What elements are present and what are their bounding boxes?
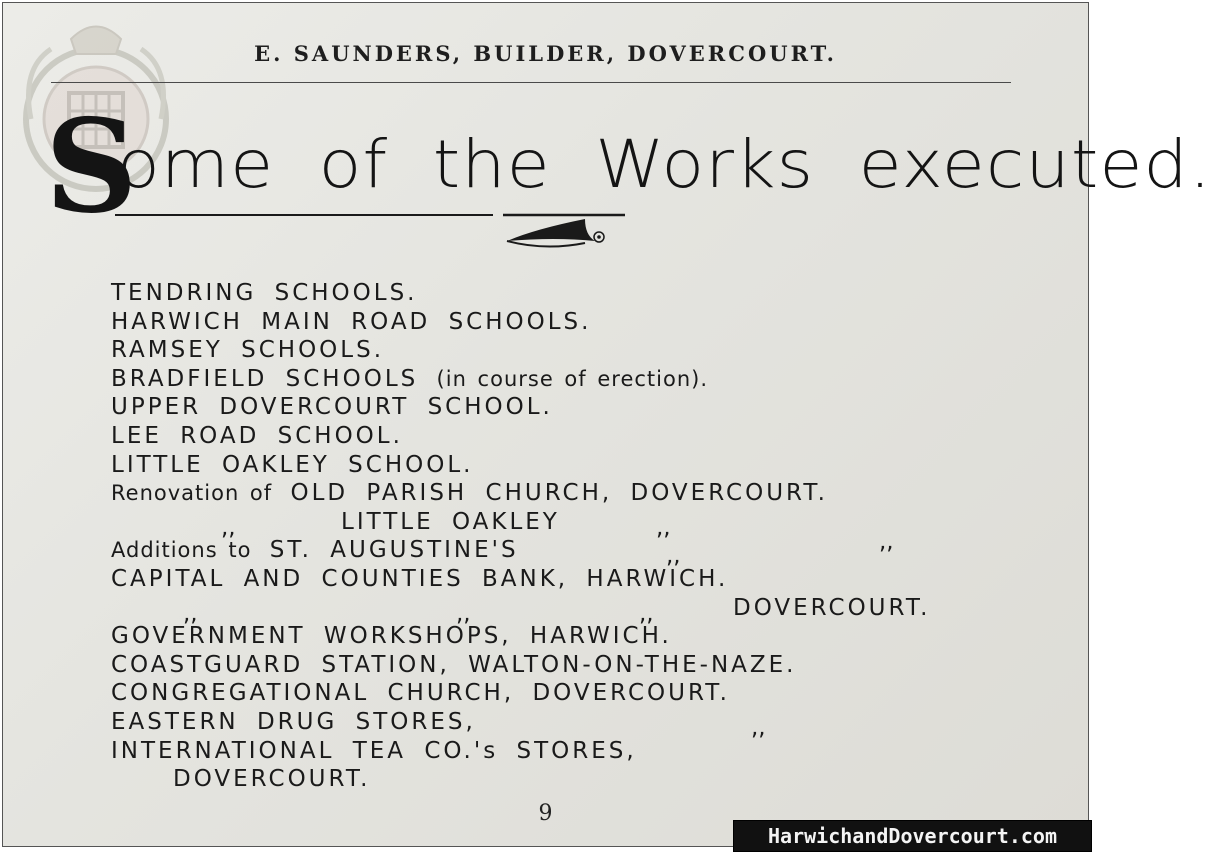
works-list [111,279,931,794]
ditto-mark: ,, [639,600,654,627]
list-item: GOVERNMENT WORKSHOPS, HARWICH. [111,623,672,650]
title-rest: ome of the Works executed. [117,126,1212,203]
list-item-prefix: Renovation of [111,481,273,506]
printed-page [2,2,1212,848]
list-item: EASTERN DRUG STORES, ,, [111,708,766,741]
list-item-prefix: Additions to [111,538,252,563]
page-header: E. SAUNDERS, BUILDER, DOVERCOURT. [254,41,837,66]
list-item: COASTGUARD STATION, WALTON-ON-THE-NAZE. [111,651,797,678]
title-initial: S [45,92,138,242]
ditto-mark: ,, [183,600,198,627]
list-item: LEE ROAD SCHOOL. [111,422,403,449]
ditto-mark: ,, [656,514,671,541]
list-item: ,, LITTLE OAKLEY ,, [221,508,671,541]
title-flourish-icon [115,207,635,263]
list-item: ,, ,, ,, DOVERCOURT. [183,594,931,627]
list-item: Additions to ST. AUGUSTINE'S ,, ,, [111,529,894,570]
list-item: TENDRING SCHOOLS. [111,280,418,306]
ditto-mark: ,, [751,714,766,741]
ditto-mark: ,, [879,529,894,556]
header-rule [51,82,1011,83]
list-item: Renovation of OLD PARISH CHURCH, DOVERCOURT. [111,480,828,507]
list-item: INTERNATIONAL TEA CO.'s STORES, [111,737,637,764]
ditto-mark: ,, [456,600,471,627]
site-watermark: HarwichandDovercourt.com [733,820,1092,852]
list-item: UPPER DOVERCOURT SCHOOL. [111,394,553,421]
ditto-mark: ,, [666,543,681,570]
ditto-mark: ,, [221,514,236,541]
list-item: CAPITAL AND COUNTIES BANK, HARWICH. [111,565,729,592]
list-item: RAMSEY SCHOOLS. [111,337,385,364]
list-item: BRADFIELD SCHOOLS (in course of erection). [111,365,709,392]
list-item: DOVERCOURT. [173,766,371,793]
list-item-note: (in course of erection). [436,366,709,391]
list-item: CONGREGATIONAL CHURCH, DOVERCOURT. [111,680,730,707]
list-item: LITTLE OAKLEY SCHOOL. [111,451,474,478]
list-item: HARWICH MAIN ROAD SCHOOLS. [111,308,592,335]
page-number: 9 [538,801,553,826]
